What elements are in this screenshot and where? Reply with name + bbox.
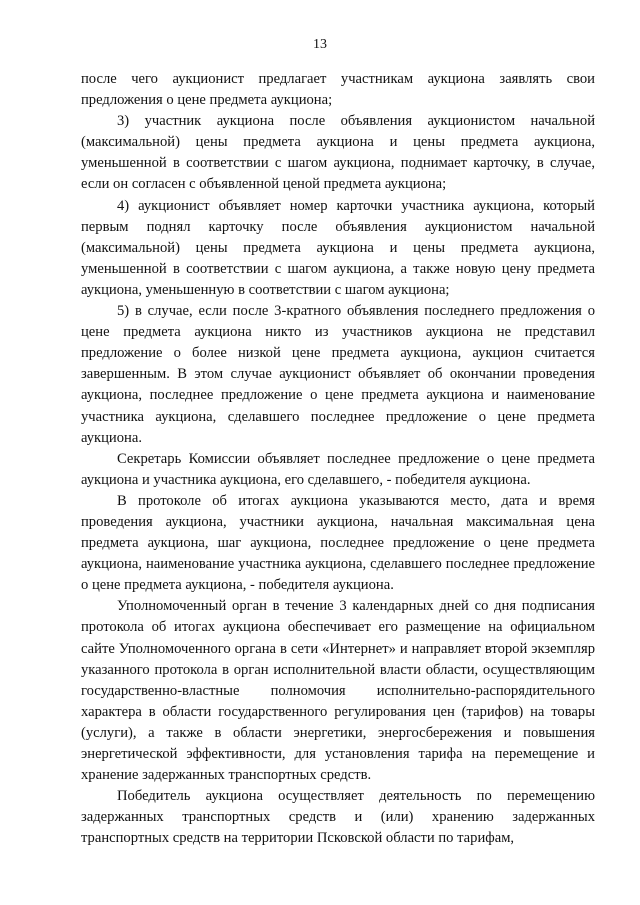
paragraph-authorized-body: Уполномоченный орган в течение 3 календарных дней со дня подписания протокола об итогах аукциона обеспечивает его размещение на официальном сайте Уполномоченного органа в сети «Интернет» и направляет второй экземпляр указанного протокола в орган исполнительной власти области, осуществляющим государственно-властные полномочия исполнительно-распорядительного характера в области государственного регулирования цен (тарифов) на товары (услуги), а также в области энергетики, энергосбережения и повышения энергетической эффективности, для установления тарифа на перемещение и хранение задержанных транспортных средств. xyxy=(81,598,595,784)
document-body xyxy=(81,69,595,849)
paragraph-item-3: 3) участник аукциона после объявления аукционистом начальной (максимальной) цены предмета аукциона и цены предмета аукциона, уменьшенной в соответствии с шагом аукциона, поднимает карточку, в случае, если он согласен с объявленной ценой предмета аукциона; xyxy=(81,113,595,193)
paragraph-item-5: 5) в случае, если после 3-кратного объявления последнего предложения о цене предмета аукциона никто из участников аукциона не представил предложение о более низкой цене предмета аукциона, аукцион считается завершенным. В этом случае аукционист объявляет об окончании проведения аукциона, последнее предложение о цене предмета аукциона и наименование участника аукциона, сделавшего последнее предложение о цене предмета аукциона. xyxy=(81,303,595,446)
paragraph-secretary: Секретарь Комиссии объявляет последнее предложение о цене предмета аукциона и участника аукциона, его сделавшего, - победителя аукциона. xyxy=(81,450,595,488)
paragraph-continuation: после чего аукционист предлагает участникам аукциона заявлять свои предложения о цене предмета аукциона; xyxy=(81,71,595,109)
paragraph-winner: Победитель аукциона осуществляет деятельность по перемещению задержанных транспортных средств и (или) хранению задержанных транспортных средств на территории Псковской области по тарифам, xyxy=(81,788,595,847)
page-number: 13 xyxy=(313,37,327,52)
paragraph-item-4: 4) аукционист объявляет номер карточки участника аукциона, который первым поднял карточку после объявления аукционистом начальной (максимальной) цены предмета аукциона и цены предмета аукциона, уменьшенной в соответствии с шагом аукциона, а также новую цену предмета аукциона, уменьшенную в соответствии с шагом аукциона; xyxy=(81,197,595,298)
paragraph-protocol: В протоколе об итогах аукциона указываются место, дата и время проведения аукциона, участники аукциона, начальная максимальная цена предмета аукциона, шаг аукциона, последнее предложение о цене предмета аукциона, наименование участника аукциона, сделавшего последнее предложение о цене предмета аукциона, - победителя аукциона. xyxy=(81,492,595,594)
